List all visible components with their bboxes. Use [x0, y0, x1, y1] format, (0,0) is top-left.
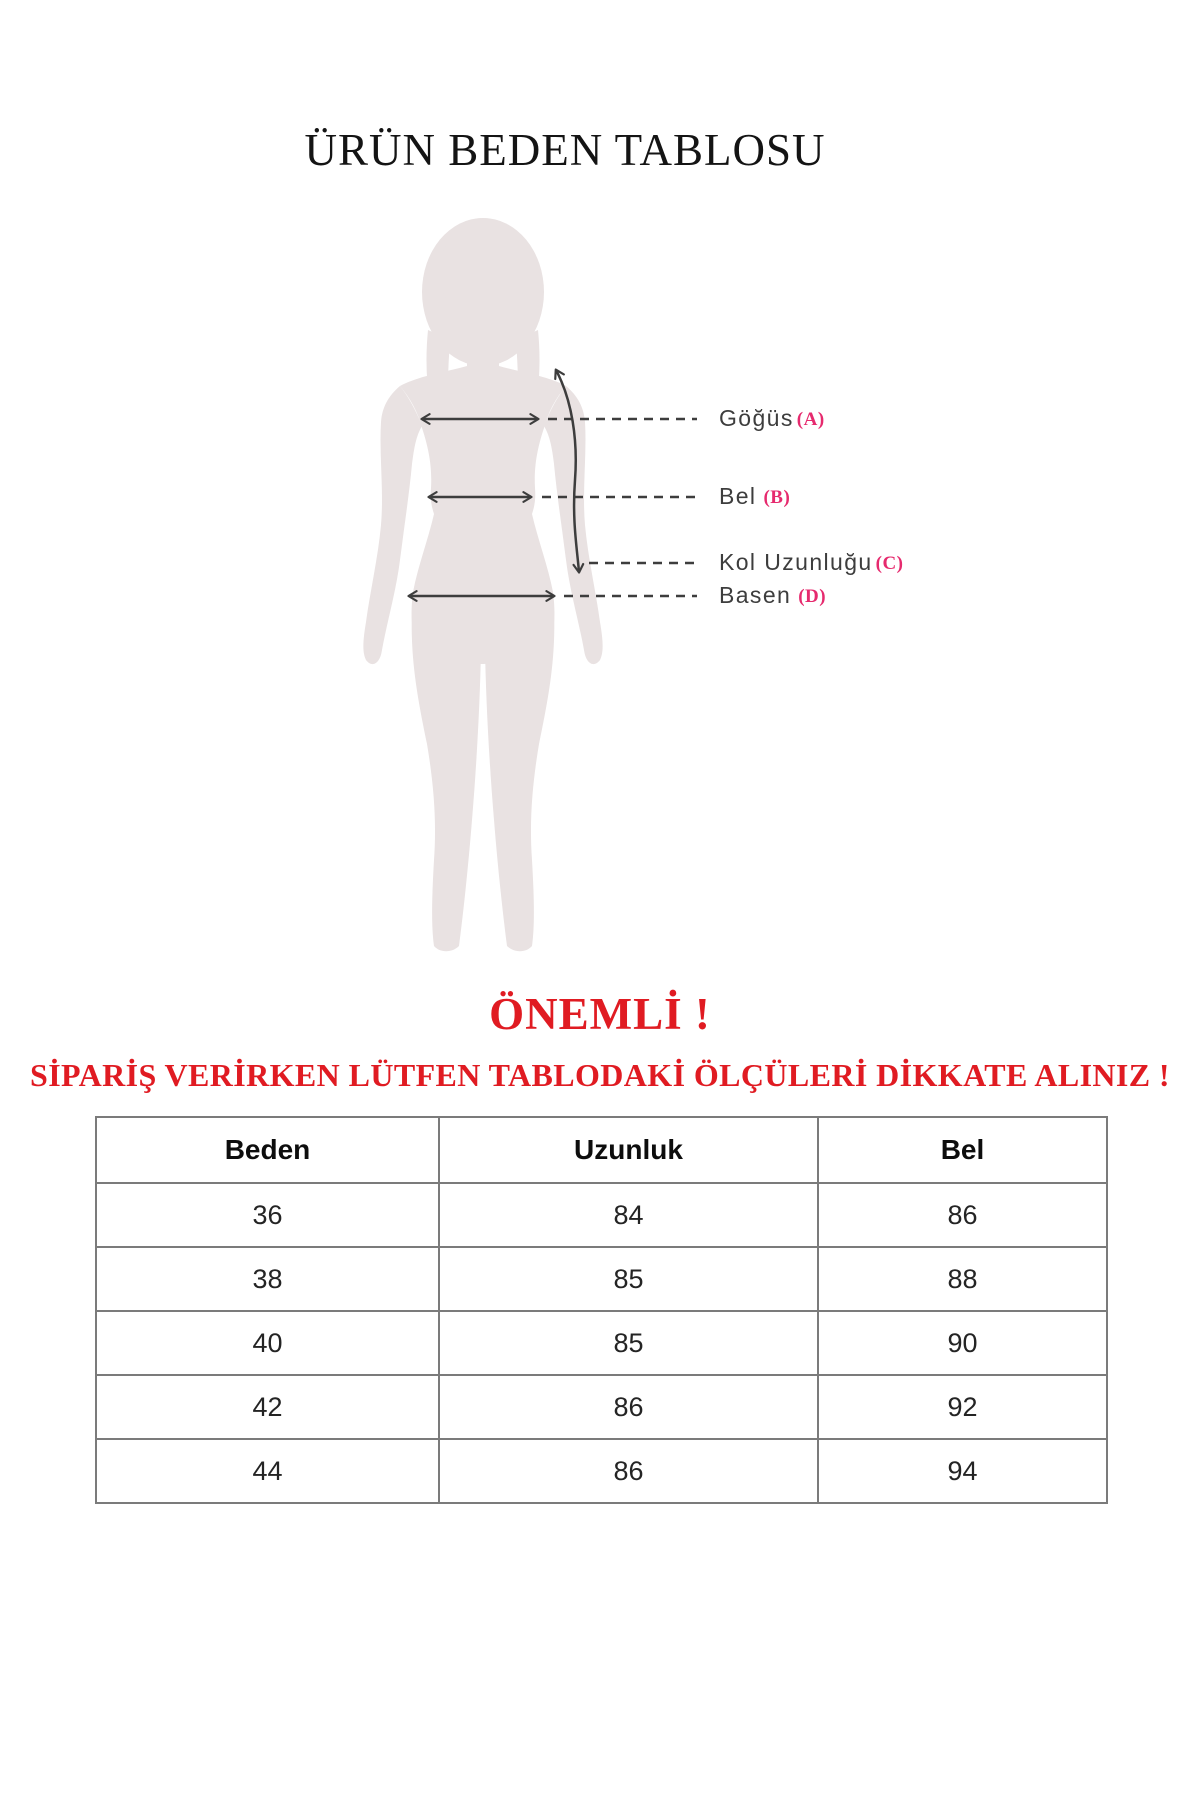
cell-size: 36 — [96, 1183, 439, 1247]
cell-size: 38 — [96, 1247, 439, 1311]
cell-size: 42 — [96, 1375, 439, 1439]
measurement-name: Bel — [719, 482, 757, 509]
size-table — [95, 1116, 1108, 1504]
cell-waist: 88 — [818, 1247, 1107, 1311]
cell-size: 40 — [96, 1311, 439, 1375]
cell-waist: 86 — [818, 1183, 1107, 1247]
cell-waist: 90 — [818, 1311, 1107, 1375]
measurement-letter: (D) — [798, 585, 827, 607]
measurement-name: Göğüs — [719, 404, 794, 431]
cell-size: 44 — [96, 1439, 439, 1503]
measurement-label-arm-length — [719, 549, 904, 576]
cell-length: 86 — [439, 1439, 818, 1503]
body-measurement-diagram — [280, 195, 710, 970]
table-row — [96, 1439, 1107, 1503]
important-heading: ÖNEMLİ ! — [489, 989, 711, 1039]
table-row — [96, 1247, 1107, 1311]
order-warning-text: SİPARİŞ VERİRKEN LÜTFEN TABLODAKİ ÖLÇÜLERİ DİKKATE ALINIZ ! — [30, 1057, 1170, 1093]
female-body-silhouette — [363, 218, 602, 951]
column-header-size: Beden — [96, 1117, 439, 1183]
measurement-name: Basen — [719, 581, 792, 608]
table-row — [96, 1183, 1107, 1247]
page-title: ÜRÜN BEDEN TABLOSU — [304, 125, 826, 175]
measurement-letter: (A) — [796, 408, 825, 430]
measurement-label-hip — [719, 582, 826, 609]
measurement-name: Kol Uzunluğu — [719, 548, 873, 575]
measurement-label-waist — [719, 483, 790, 510]
measurement-letter: (C) — [875, 552, 904, 574]
leg-right — [485, 610, 554, 951]
cell-length: 85 — [439, 1311, 818, 1375]
column-header-waist: Bel — [818, 1117, 1107, 1183]
head-shape — [440, 218, 526, 326]
measurement-label-chest — [719, 405, 825, 432]
table-row — [96, 1311, 1107, 1375]
column-header-length: Uzunluk — [439, 1117, 818, 1183]
cell-waist: 94 — [818, 1439, 1107, 1503]
cell-waist: 92 — [818, 1375, 1107, 1439]
table-row — [96, 1375, 1107, 1439]
leg-left — [412, 610, 481, 951]
size-table-header-row — [96, 1117, 1107, 1183]
cell-length: 84 — [439, 1183, 818, 1247]
measurement-letter: (B) — [763, 486, 791, 508]
cell-length: 86 — [439, 1375, 818, 1439]
cell-length: 85 — [439, 1247, 818, 1311]
